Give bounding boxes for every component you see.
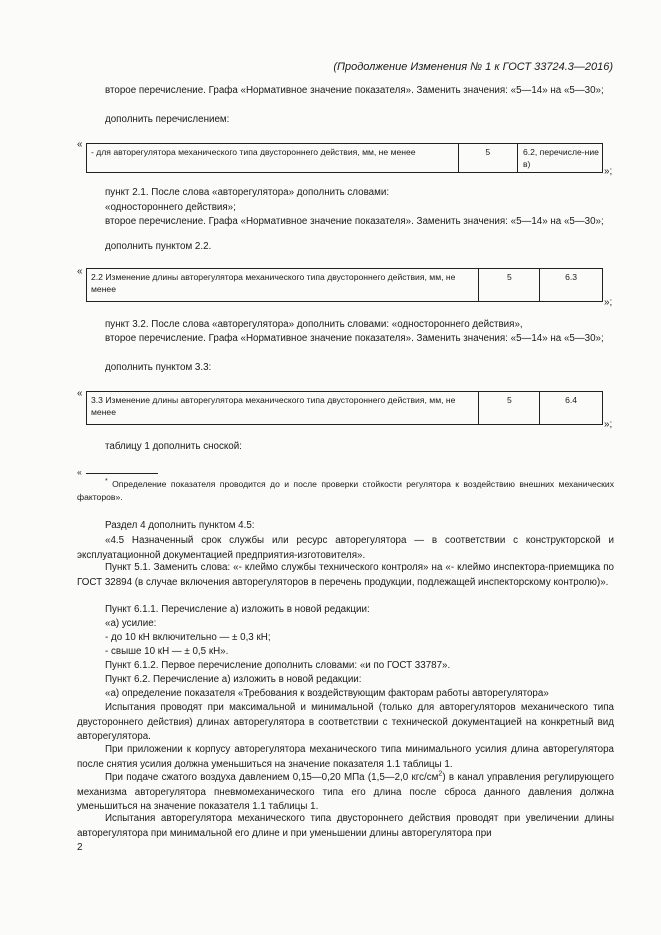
paragraph: пункт 2.1. После слова «авторегулятора» дополнить словами: [105,187,390,198]
table-cell-name: 2.2 Изменение длины авторегулятора механического типа двустороннего действия, мм, не менее [87,269,479,301]
footnote-mark: * [105,478,108,486]
paragraph: Раздел 4 дополнить пунктом 4.5: [105,520,255,531]
paragraph: Пункт 6.2. Перечисление а) изложить в новой редакции: [105,674,362,685]
paragraph: «4.5 Назначенный срок службы или ресурс авторегулятора — в соответствии с конструкторской и эксплуатационной документацией предприятия-изготовителя». [77,535,614,561]
table-cell-value: 5 [479,269,540,301]
footnote-open-quote: « [77,467,82,477]
table-cell-ref: 6.4 [565,395,578,405]
paragraph: таблицу 1 дополнить сноской: [105,441,242,452]
table-cell-value: 5 [479,392,540,424]
paragraph: дополнить пунктом 3.3: [105,362,212,373]
close-quote: »; [604,297,613,308]
paragraph: Испытания проводят при максимальной и минимальной (только для авторегуляторов механического типа двустороннего действия) длинах авторегулятора в соответствии с технической документацией на конкретный вид авторегулятора. [77,702,614,742]
table-cell-ref: 6.2, перечисле-ние в) [522,147,599,169]
inserted-table-row [86,268,603,302]
inserted-table-row [86,391,603,425]
table-cell-value: 5 [459,144,518,172]
paragraph: второе перечисление. Графа «Нормативное значение показателя». Заменить значения: «5—14» на «5—30»; [105,216,604,227]
close-quote: »; [604,419,613,430]
page-header: (Продолжение Изменения № 1 к ГОСТ 33724.3—2016) [333,61,613,73]
inserted-table-row [86,143,603,173]
table-cell-name: 3.3 Изменение длины авторегулятора механического типа двустороннего действия, мм, не менее [87,392,479,424]
paragraph: «одностороннего действия»; [105,202,236,213]
close-quote: »; [604,166,613,177]
text-run: При подаче сжатого воздуха давлением 0,15—0,20 МПа (1,5—2,0 кгс/см [105,772,439,783]
footnote [77,478,614,504]
paragraph: «а) усилие: [105,618,157,629]
paragraph: «а) определение показателя «Требования к воздействующим факторам работы авторегулятора» [105,688,549,699]
paragraph: При приложении к корпусу авторегулятора механического типа минимального усилия длина авторегулятора после снятия усилия должна уменьшиться на значение показателя 1.1 таблицы 1. [77,744,614,770]
paragraph: дополнить пунктом 2.2. [105,241,212,252]
open-quote: « [77,266,83,277]
footnote-text: Определение показателя проводится до и после проверки стойкости регулятора к воздействию внешних механических факторов». [77,479,614,502]
paragraph: Пункт 6.1.2. Первое перечисление дополнить словами: «и по ГОСТ 33787». [105,660,451,671]
paragraph: - до 10 кН включительно — ± 0,3 кН; [105,632,271,643]
paragraph: дополнить перечислением: [105,114,230,125]
paragraph: Пункт 5.1. Заменить слова: «- клеймо службы технического контроля» на «- клеймо инспектора-приемщика по ГОСТ 32894 (в случае включения авторегуляторов в перечень продукции, подлежащей инспекторскому контролю)». [77,562,614,588]
paragraph: Испытания авторегулятора механического типа двустороннего действия проводят при увеличении длины авторегулятора при минимальной его длине и при уменьшении длины авторегулятора при [77,813,614,839]
paragraph: второе перечисление. Графа «Нормативное значение показателя». Заменить значения: «5—14» на «5—30»; [105,333,604,344]
paragraph [77,771,614,815]
paragraph: - свыше 10 кН — ± 0,5 кН». [105,646,229,657]
open-quote: « [77,139,83,150]
paragraph: Пункт 6.1.1. Перечисление а) изложить в новой редакции: [105,604,370,615]
page-number: 2 [77,842,83,853]
superscript: 2 [438,770,443,778]
text-run: ) в канал управления регулирующего механизма авторегулятора пневмомеханического типа его длина после сброса данного давления должна уменьшиться на значение показателя 1.1 таблицы 1. [77,772,614,812]
open-quote: « [77,388,83,399]
table-cell-name: - для авторегулятора механического типа двустороннего действия, мм, не менее [87,144,459,172]
paragraph: второе перечисление. Графа «Нормативное значение показателя». Заменить значения: «5—14» на «5—30»; [105,85,604,96]
paragraph: пункт 3.2. После слова «авторегулятора» дополнить словами: «одностороннего действия», [105,319,523,330]
footnote-separator [86,473,158,474]
table-cell-ref: 6.3 [565,272,578,282]
